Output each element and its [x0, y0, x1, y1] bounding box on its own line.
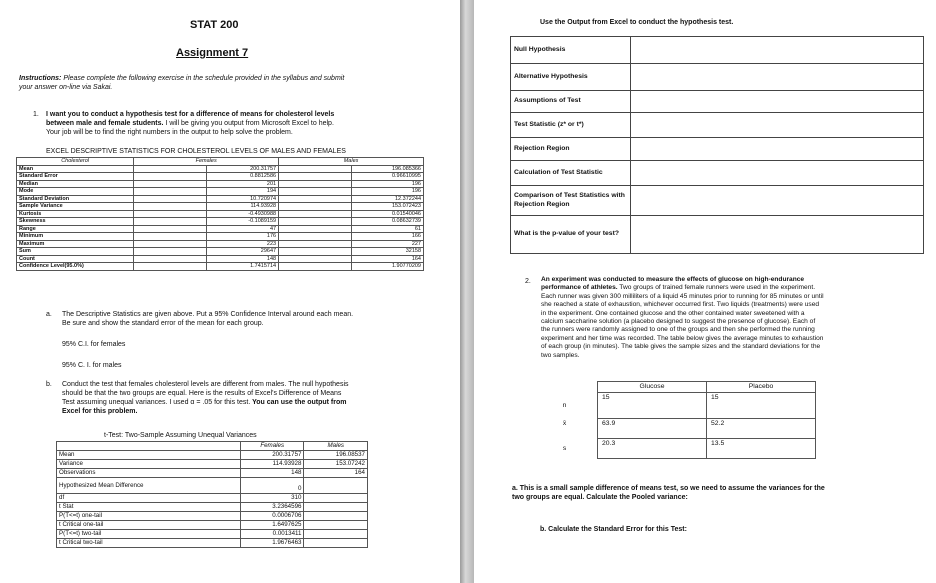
- ci-females-label: 95% C.I. for females: [62, 341, 126, 348]
- hyp-row-label: Alternative Hypothesis: [511, 64, 631, 91]
- gp-header-row: [532, 382, 816, 393]
- desc-female-value: 176: [206, 233, 278, 241]
- desc-row-label: Kurtosis: [17, 210, 134, 218]
- gp-symbol-xbar: x̄: [562, 419, 567, 427]
- gp-row-n: [532, 393, 816, 419]
- desc-row: [17, 225, 424, 233]
- ttest-male-value: [304, 539, 368, 548]
- ttest-female-value: 1.6497625: [240, 521, 304, 530]
- ttest-row: [57, 521, 368, 530]
- hyp-answer-cell[interactable]: [631, 64, 924, 91]
- desc-cell-spacer: [279, 233, 351, 241]
- desc-cell-spacer: [279, 173, 351, 181]
- desc-row: [17, 180, 424, 188]
- desc-female-value: 1.7415714: [206, 263, 278, 271]
- ttest-female-value: 200.31757: [240, 451, 304, 460]
- ttest-male-value: [304, 512, 368, 521]
- desc-row-label: Sum: [17, 248, 134, 256]
- ttest-row-label: P(T<=t) two-tail: [57, 530, 241, 539]
- ttest-row: [57, 503, 368, 512]
- q2a-text: [512, 484, 825, 502]
- desc-cell-spacer: [134, 218, 206, 226]
- gp-header-glucose: Glucose: [598, 382, 707, 393]
- desc-cell-spacer: [134, 248, 206, 256]
- hyp-row: [511, 138, 924, 161]
- desc-male-value: 0.96610995: [351, 173, 423, 181]
- hyp-row: [511, 216, 924, 254]
- desc-cell-spacer: [134, 203, 206, 211]
- desc-male-value: 0.08632739: [351, 218, 423, 226]
- desc-cell-spacer: [134, 210, 206, 218]
- desc-header-females: Females: [134, 158, 279, 166]
- ttest-row-label: Variance: [57, 460, 241, 469]
- hyp-row: [511, 161, 924, 186]
- desc-cell-spacer: [134, 255, 206, 263]
- ttest-female-value: 310: [240, 494, 304, 503]
- hyp-answer-cell[interactable]: [631, 113, 924, 138]
- desc-cell-spacer: [134, 195, 206, 203]
- hyp-row-label: Test Statistic (z* or t*): [511, 113, 631, 138]
- desc-male-value: 196.085366: [351, 165, 423, 173]
- ttest-row-label: Mean: [57, 451, 241, 460]
- ttest-row-label: Observations: [57, 469, 241, 478]
- desc-cell-spacer: [279, 263, 351, 271]
- ttest-body: [57, 451, 368, 548]
- desc-row-label: Mode: [17, 188, 134, 196]
- qa-text-2: Be sure and show the standard error of the mean for each group.: [62, 320, 264, 327]
- q1-text: [46, 110, 334, 137]
- desc-female-value: 29647: [206, 248, 278, 256]
- desc-cell-spacer: [134, 263, 206, 271]
- ttest-row: [57, 494, 368, 503]
- q1-bold-2: between male and female students.: [46, 120, 164, 127]
- qa-text: [62, 310, 353, 328]
- desc-header-cholesterol: Cholesterol: [17, 158, 134, 166]
- desc-male-value: 12.372244: [351, 195, 423, 203]
- desc-row-label: Range: [17, 225, 134, 233]
- qa-number: a.: [46, 311, 52, 318]
- gp-row-s: [532, 439, 816, 459]
- desc-title: EXCEL DESCRIPTIVE STATISTICS FOR CHOLESTEROL LEVELS OF MALES AND FEMALES: [46, 148, 346, 155]
- assignment-title: Assignment 7: [176, 47, 249, 59]
- ttest-male-value: [304, 503, 368, 512]
- q2-line-1: she reached a state of exhaustion, whichever occurred first. Two liquids (treatments) were used: [541, 301, 820, 309]
- ttest-header-males: Males: [304, 442, 368, 451]
- hyp-row: [511, 113, 924, 138]
- hyp-row: [511, 37, 924, 64]
- q2-line-4: the runners were randomly assigned to one of the groups and then she performed the running: [541, 326, 815, 334]
- course-title: STAT 200: [190, 19, 239, 31]
- desc-cell-spacer: [279, 218, 351, 226]
- glucose-placebo-table: [532, 381, 816, 459]
- hyp-body: [511, 37, 924, 254]
- ttest-row: [57, 530, 368, 539]
- ttest-row: [57, 512, 368, 521]
- ttest-male-value: 164: [304, 469, 368, 478]
- desc-male-value: 196: [351, 180, 423, 188]
- right-page: [474, 0, 936, 583]
- desc-cell-spacer: [134, 240, 206, 248]
- desc-row: [17, 233, 424, 241]
- ttest-row: [57, 451, 368, 460]
- desc-cell-spacer: [134, 180, 206, 188]
- ttest-header-row: [57, 442, 368, 451]
- desc-cell-spacer: [279, 180, 351, 188]
- right-header: Use the Output from Excel to conduct the hypothesis test.: [540, 19, 734, 26]
- desc-row: [17, 263, 424, 271]
- desc-male-value: 166: [351, 233, 423, 241]
- gp-placebo-n: 15: [707, 393, 816, 419]
- desc-male-value: 0.01540046: [351, 210, 423, 218]
- ttest-row: [57, 539, 368, 548]
- desc-male-value: 153.072423: [351, 203, 423, 211]
- desc-cell-spacer: [279, 240, 351, 248]
- desc-row: [17, 240, 424, 248]
- desc-cell-spacer: [134, 165, 206, 173]
- ttest-row-label: t Critical one-tail: [57, 521, 241, 530]
- desc-row-label: Sample Variance: [17, 203, 134, 211]
- ttest-row-label: t Critical two-tail: [57, 539, 241, 548]
- ttest-male-value: 153.07242: [304, 460, 368, 469]
- q2-bold-2: performance of athletes.: [541, 284, 618, 292]
- gp-symbol-s: s: [562, 444, 567, 452]
- desc-row-label: Mean: [17, 165, 134, 173]
- qb-number: b.: [46, 381, 52, 388]
- gp-glucose-xbar: 63.9: [598, 419, 707, 439]
- desc-row: [17, 218, 424, 226]
- desc-row: [17, 165, 424, 173]
- desc-row-label: Maximum: [17, 240, 134, 248]
- qb-line-4: Excel for this problem.: [62, 408, 138, 415]
- desc-cell-spacer: [279, 195, 351, 203]
- desc-female-value: 200.31757: [206, 165, 278, 173]
- hyp-row-label: Assumptions of Test: [511, 91, 631, 113]
- hyp-answer-cell[interactable]: [631, 91, 924, 113]
- desc-female-value: 0.8812586: [206, 173, 278, 181]
- hyp-row-label: Calculation of Test Statistic: [511, 161, 631, 186]
- ttest-female-value: 0: [240, 478, 304, 494]
- ttest-male-value: [304, 530, 368, 539]
- desc-male-value: 196: [351, 188, 423, 196]
- desc-cell-spacer: [134, 188, 206, 196]
- qb-line-3: Test assuming unequal variances. I used α = .05 for this test.: [62, 399, 251, 406]
- hyp-row-label: Comparison of Test Statistics with Rejection Region: [511, 186, 631, 216]
- desc-header-males: Males: [279, 158, 424, 166]
- desc-cell-spacer: [134, 233, 206, 241]
- hyp-row-label: Rejection Region: [511, 138, 631, 161]
- desc-row-label: Standard Error: [17, 173, 134, 181]
- q1-rest-1: I will be giving you output from Microsoft Excel to help.: [163, 120, 334, 127]
- gp-header-placebo: Placebo: [707, 382, 816, 393]
- desc-row-label: Median: [17, 180, 134, 188]
- desc-male-value: 61: [351, 225, 423, 233]
- desc-cell-spacer: [279, 210, 351, 218]
- desc-female-value: 201: [206, 180, 278, 188]
- ttest-row: [57, 469, 368, 478]
- instructions-text-1: Please complete the following exercise in the schedule provided in the syllabus and submit: [61, 75, 345, 82]
- q1-rest-2: Your job will be to find the right numbers in the output to help solve the problem.: [46, 129, 293, 136]
- q2b-text: b. Calculate the Standard Error for this Test:: [540, 526, 687, 533]
- desc-row: [17, 255, 424, 263]
- q2-line-7: two samples.: [541, 351, 580, 359]
- page-gutter: [460, 0, 474, 583]
- desc-row: [17, 203, 424, 211]
- ttest-male-value: [304, 478, 368, 494]
- q2a-line-1: a. This is a small sample difference of means test, so we need to assume the variances for the: [512, 485, 825, 492]
- qb-line-3-bold: You can use the output from: [250, 399, 347, 406]
- desc-row: [17, 195, 424, 203]
- desc-male-value: 164: [351, 255, 423, 263]
- ttest-male-value: 196.08537: [304, 451, 368, 460]
- ttest-row-label: df: [57, 494, 241, 503]
- desc-row-label: Standard Deviation: [17, 195, 134, 203]
- desc-cell-spacer: [279, 188, 351, 196]
- desc-row-label: Count: [17, 255, 134, 263]
- desc-cell-spacer: [279, 165, 351, 173]
- ttest-row-label: t Stat: [57, 503, 241, 512]
- instructions: [19, 74, 344, 92]
- desc-female-value: -0.1089159: [206, 218, 278, 226]
- instructions-text-2: your answer on-line via Sakai.: [19, 84, 113, 91]
- hyp-answer-cell[interactable]: [631, 161, 924, 186]
- desc-row: [17, 173, 424, 181]
- ttest-header-females: Females: [240, 442, 304, 451]
- desc-cell-spacer: [134, 225, 206, 233]
- desc-row: [17, 188, 424, 196]
- desc-row-label: Confidence Level(95.0%): [17, 263, 134, 271]
- q2-line-3: calcium saccharine solution (a placebo designed to suggest the presence of glucose). Each of: [541, 318, 816, 326]
- ttest-row: [57, 478, 368, 494]
- gp-row-xbar: [532, 419, 816, 439]
- ttest-title: t-Test: Two-Sample Assuming Unequal Variances: [104, 432, 257, 439]
- qb-line-2: should be that the two groups are equal. Here is the results of Excel's Difference of Means: [62, 390, 342, 397]
- ttest-female-value: 114.93928: [240, 460, 304, 469]
- desc-female-value: 47: [206, 225, 278, 233]
- ttest-row-label: Hypothesized Mean Difference: [57, 478, 241, 494]
- ttest-row-label: P(T<=t) one-tail: [57, 512, 241, 521]
- instructions-label: Instructions:: [19, 75, 62, 82]
- hyp-answer-cell[interactable]: [631, 216, 924, 254]
- qb-line-1: Conduct the test that females cholesterol levels are different from males. The null hypothesis: [62, 381, 349, 388]
- left-page: [0, 0, 460, 583]
- gp-placebo-s: 13.5: [707, 439, 816, 459]
- desc-male-value: 32158: [351, 248, 423, 256]
- desc-female-value: 223: [206, 240, 278, 248]
- desc-female-value: 10.720974: [206, 195, 278, 203]
- gp-glucose-s: 20.3: [598, 439, 707, 459]
- desc-male-value: 227: [351, 240, 423, 248]
- desc-row: [17, 248, 424, 256]
- desc-row: [17, 210, 424, 218]
- gp-header-blank: [532, 382, 598, 393]
- desc-row-label: Minimum: [17, 233, 134, 241]
- desc-body: [17, 165, 424, 270]
- hyp-row: [511, 64, 924, 91]
- q1-bold-1: I want you to conduct a hypothesis test for a difference of means for cholesterol levels: [46, 111, 335, 118]
- hyp-row-label: Null Hypothesis: [511, 37, 631, 64]
- desc-male-value: 1.90770209: [351, 263, 423, 271]
- desc-cell-spacer: [279, 225, 351, 233]
- q2-text: [541, 276, 824, 360]
- ttest-header-blank: [57, 442, 241, 451]
- hyp-answer-cell[interactable]: [631, 186, 924, 216]
- qa-text-1: The Descriptive Statistics are given above. Put a 95% Confidence Interval around each mean.: [62, 311, 354, 318]
- gp-symbol-n: n: [562, 401, 567, 409]
- q2-number: 2.: [525, 278, 531, 285]
- q2-line-0: Each runner was given 300 milliliters of a liquid 45 minutes prior to running for 85 minutes or until: [541, 292, 824, 300]
- ttest-table: [56, 441, 368, 548]
- q2a-line-2: two groups are equal. Calculate the Pooled variance:: [512, 494, 688, 501]
- desc-female-value: -0.4930988: [206, 210, 278, 218]
- qb-text: [62, 380, 349, 416]
- hypothesis-table: [510, 36, 924, 254]
- hyp-answer-cell[interactable]: [631, 138, 924, 161]
- q1-number: 1.: [33, 111, 39, 118]
- desc-cell-spacer: [279, 255, 351, 263]
- ttest-row: [57, 460, 368, 469]
- q2-bold-1: An experiment was conducted to measure the effects of glucose on high-endurance: [541, 276, 805, 283]
- ttest-male-value: [304, 494, 368, 503]
- hyp-row: [511, 91, 924, 113]
- descriptive-stats-table: [16, 157, 424, 271]
- ttest-female-value: 148: [240, 469, 304, 478]
- desc-female-value: 148: [206, 255, 278, 263]
- desc-row-label: Skewness: [17, 218, 134, 226]
- gp-placebo-xbar: 52.2: [707, 419, 816, 439]
- ttest-female-value: 1.9676463: [240, 539, 304, 548]
- ttest-male-value: [304, 521, 368, 530]
- q2-line-2: in the experiment. One contained glucose and the other contained water sweetened with a: [541, 309, 805, 317]
- ttest-female-value: 0.0006706: [240, 512, 304, 521]
- ci-males-label: 95% C. I. for males: [62, 362, 122, 369]
- desc-cell-spacer: [279, 203, 351, 211]
- desc-cell-spacer: [279, 248, 351, 256]
- desc-female-value: 114.93928: [206, 203, 278, 211]
- hyp-answer-cell[interactable]: [631, 37, 924, 64]
- hyp-row: [511, 186, 924, 216]
- gp-glucose-n: 15: [598, 393, 707, 419]
- q2-line-6: of each group (in minutes). The table gives the sample sizes and the standard deviations for the: [541, 343, 821, 351]
- q2-line-5: experiment and her time was recorded. The table below gives the average minutes to exhaustion: [541, 334, 824, 342]
- desc-cell-spacer: [134, 173, 206, 181]
- ttest-female-value: 3.2364596: [240, 503, 304, 512]
- q2-rest-2: Two groups of trained female runners were used in the experiment.: [617, 284, 816, 292]
- hyp-row-label: What is the p-value of your test?: [511, 216, 631, 254]
- desc-female-value: 194: [206, 188, 278, 196]
- ttest-female-value: 0.0013411: [240, 530, 304, 539]
- desc-header-row: [17, 158, 424, 166]
